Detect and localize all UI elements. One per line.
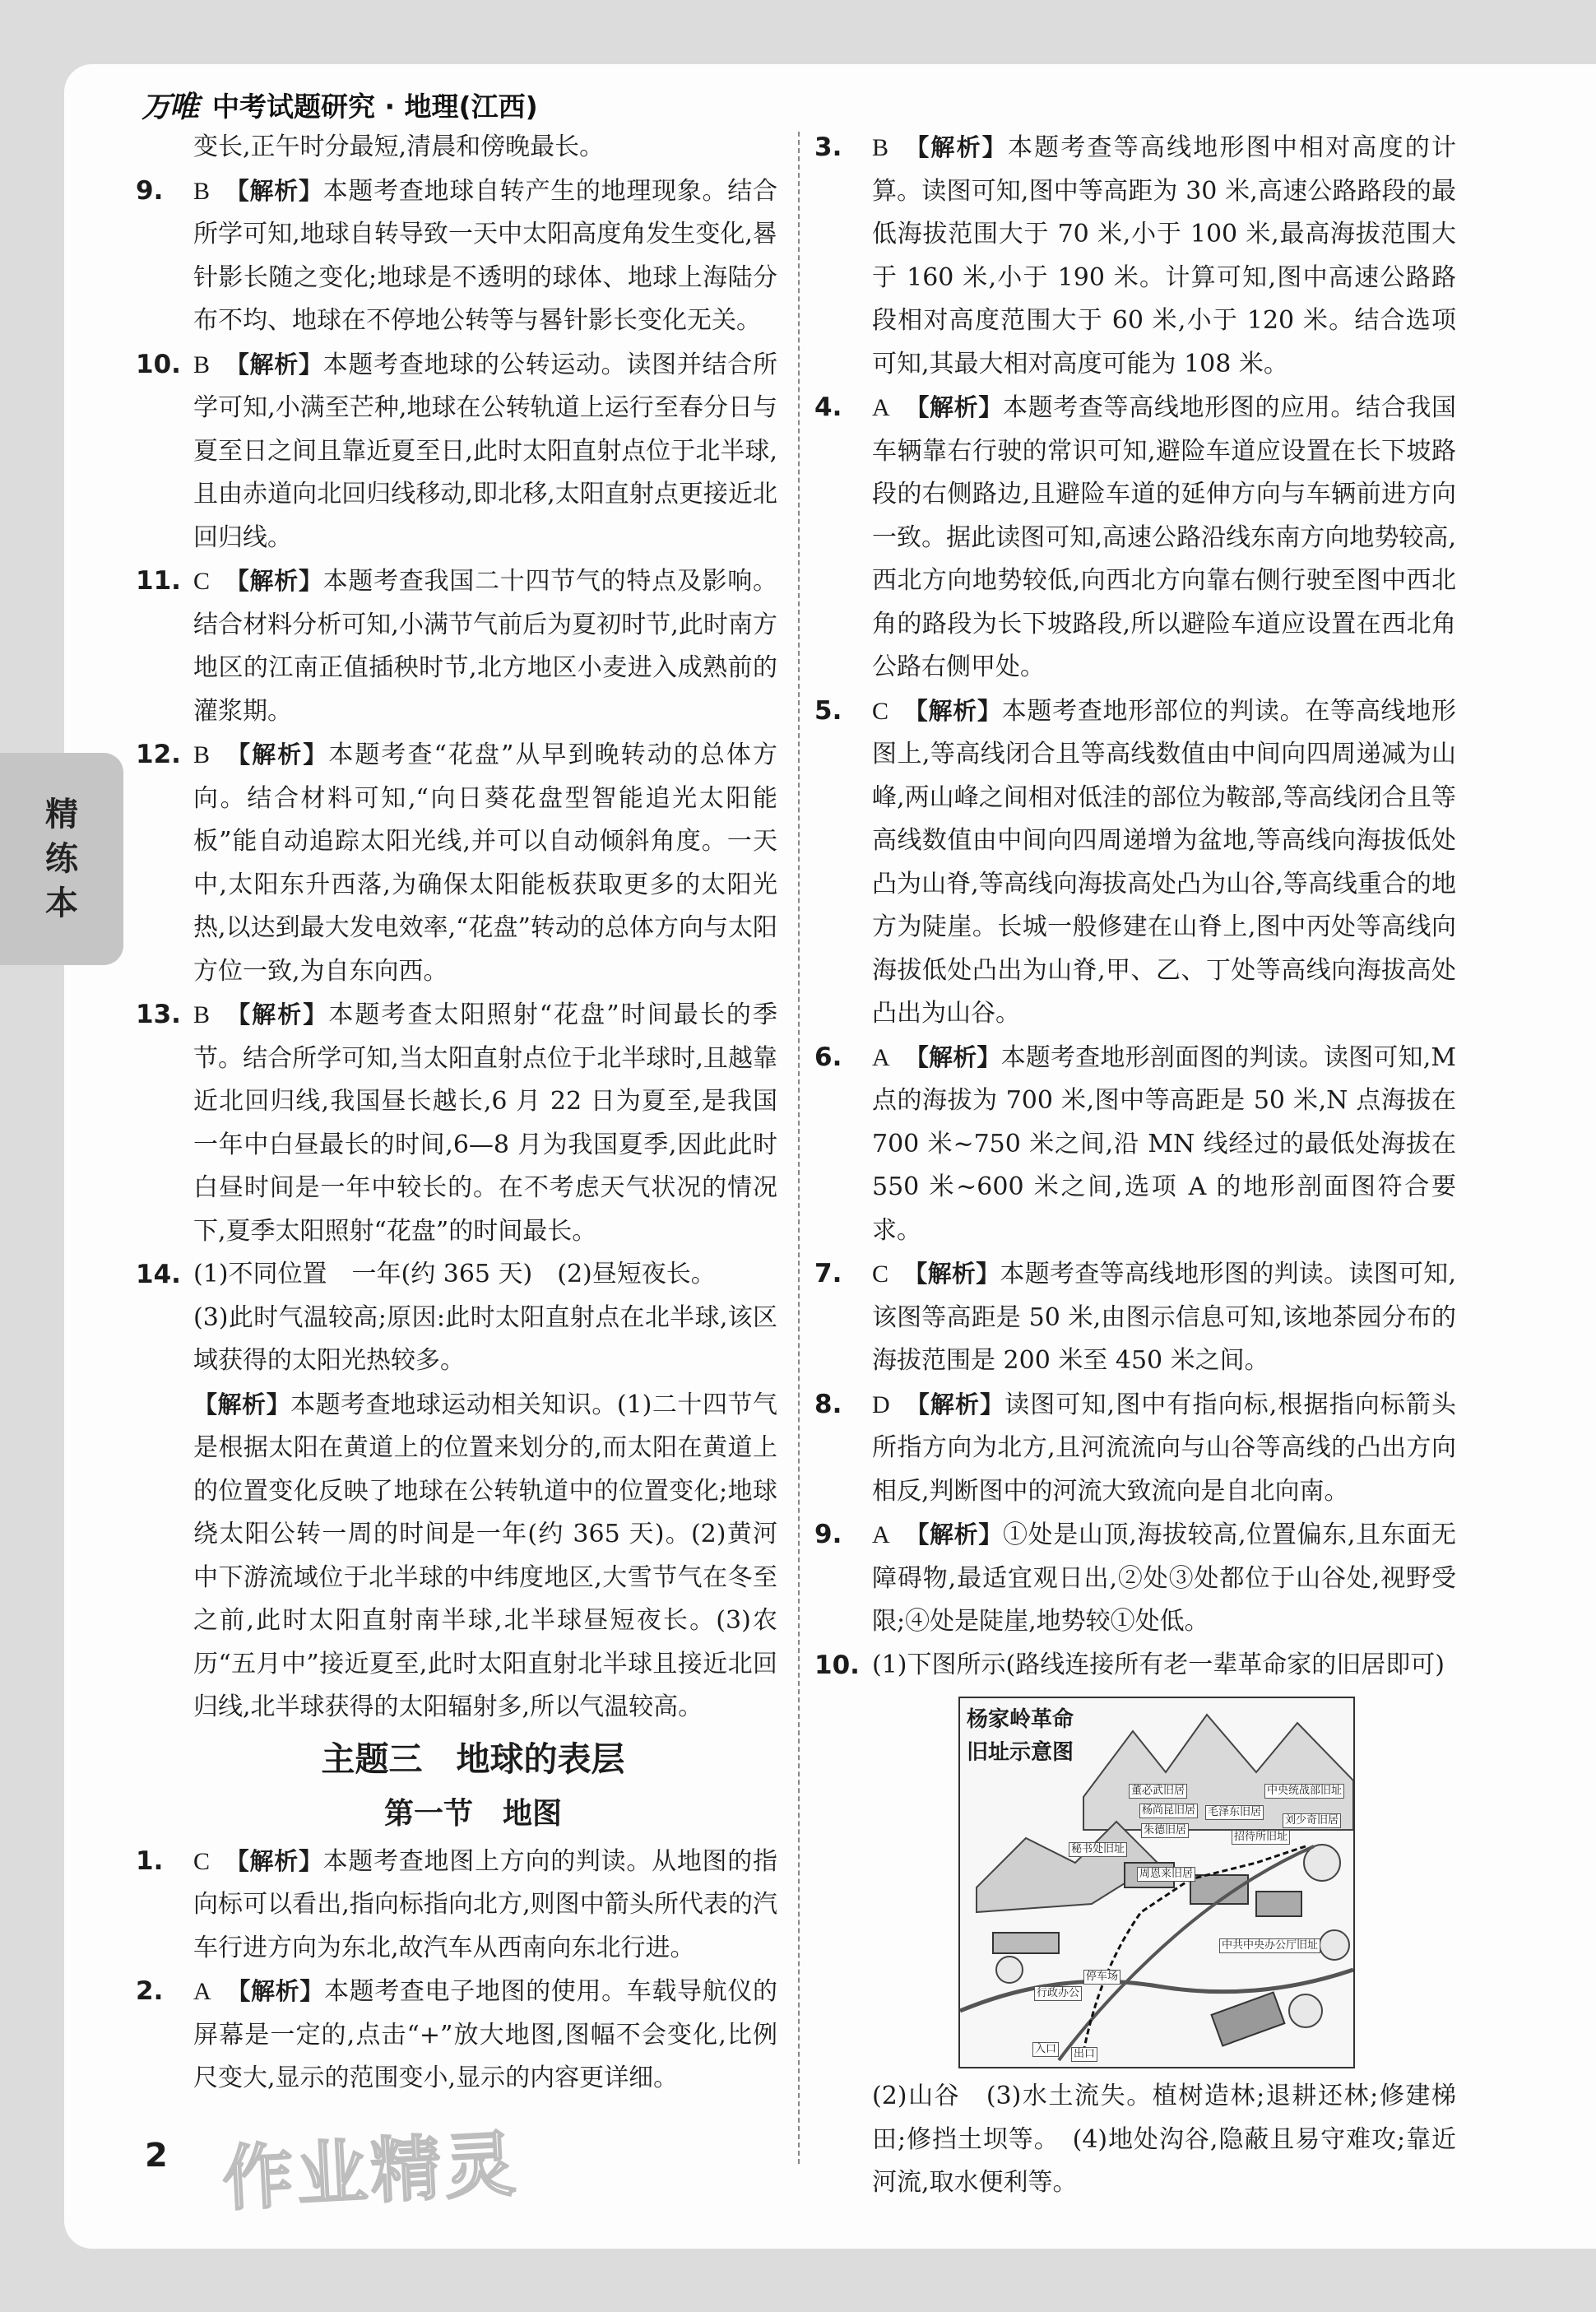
answer-line: (3)此时气温较高;原因:此时太阳直射点在北半球,该区域获得的太阳光热较多。 <box>193 1302 777 1375</box>
item-number: 4. <box>814 392 842 422</box>
analysis-tag: 【解析】 <box>903 1260 1000 1288</box>
analysis-text: 本题考查等高线地形图的判读。读图可知,该图等高距是 50 米,由图示信息可知,该地茶园分布的海拔范围是 200 米至 450 米之间。 <box>872 1260 1456 1375</box>
answer-choice: D <box>872 1390 890 1418</box>
item-number: 10. <box>136 349 181 379</box>
item-number: 13. <box>136 1000 181 1029</box>
map-label-dong: 董必武旧居 <box>1129 1784 1187 1799</box>
section-title: 主题三 地球的表层 <box>321 1739 625 1779</box>
answer-item-11 <box>136 559 777 733</box>
analysis-text: 本题考查电子地图的使用。车载导航仪的屏幕是一定的,点击“+”放大地图,图幅不会变化,比例尺变大,显示的范围变小,显示的内容更详细。 <box>193 1977 777 2092</box>
map-label-mishu: 秘书处旧址 <box>1069 1842 1127 1857</box>
map-label-xingzheng: 行政办公 <box>1034 1986 1082 2001</box>
map-label-liu: 刘少奇旧居 <box>1283 1813 1341 1828</box>
analysis-tag: 【解析】 <box>903 696 1002 725</box>
tree-icon <box>1320 1930 1349 1960</box>
analysis-tag: 【解析】 <box>903 133 1008 161</box>
answer-item-7 <box>814 1252 1456 1383</box>
item-number: 1. <box>136 1845 164 1876</box>
intro-text: 变长,正午时分最短,清晨和傍晚最长。 <box>193 132 605 161</box>
watermark-text: 作业精灵 <box>220 2123 521 2221</box>
item-number: 6. <box>814 1042 842 1072</box>
answer-10-continued: (2)山谷 (3)水土流失。植树造林;退耕还林;修建梯田;修挡土坝等。 (4)地处沟谷,隐蔽且易守难攻;靠近河流,取水便利等。 <box>872 2082 1456 2197</box>
map-title-line: 旧址示意图 <box>967 1740 1074 1765</box>
item-number: 7. <box>814 1259 842 1288</box>
item-number: 12. <box>136 740 181 769</box>
analysis-tag: 【解析】 <box>904 393 1003 421</box>
brand-logo: 万唯 <box>142 90 198 124</box>
answer-choice: C <box>872 1260 889 1288</box>
answer-choice: C <box>193 568 211 595</box>
item-number: 9. <box>136 175 164 206</box>
analysis-tag: 【解析】 <box>225 567 323 595</box>
analysis-text: 本题考查地球自转产生的地理现象。结合所学可知,地球自转导致一天中太阳高度角发生变化,晷针影长随之变化;地球是不透明的球体、地球上海陆分布不均、地球在不停地公转等与晷针影长变化无关。 <box>193 176 777 335</box>
side-tab-char: 练 <box>45 840 78 878</box>
analysis-paragraph <box>193 1383 777 1729</box>
analysis-text: 读图可知,图中有指向标,根据指向标箭头所指方向为北方,且河流流向与山谷等高线的凸出方向相反,判断图中的河流大致流向是自北向南。 <box>872 1390 1456 1506</box>
map-label-yang: 杨尚昆旧居 <box>1139 1804 1198 1818</box>
analysis-text: 本题考查太阳照射“花盘”时间最长的季节。结合所学可知,当太阳直射点位于北半球时,且越靠近北回归线,我国昼长越长,6 月 22 日为夏至,是我国一年中白昼最长的时间,6—8 月为我国夏季,因此此时白昼时间是一年中较长的。在不考虑天气状况的情况下,夏季太阳照射“花盘”的时间最长。 <box>193 1000 777 1246</box>
item-number: 9. <box>814 1520 842 1549</box>
answer-item-8 <box>814 1383 1456 1514</box>
analysis-tag: 【解析】 <box>904 1390 1005 1418</box>
analysis-tag: 【解析】 <box>225 176 323 205</box>
analysis-text: 本题考查地图上方向的判读。从地图的指向标可以看出,指向标指向北方,则图中箭头所代表的汽车行进方向为东北,故汽车从西南向东北行进。 <box>193 1846 777 1962</box>
answer-choice: C <box>193 1847 211 1875</box>
answer-line: (1)下图所示(路线连接所有老一辈革命家的旧居即可) <box>872 1650 1445 1679</box>
answer-item-1 <box>136 1840 777 1971</box>
answer-item-3 <box>814 126 1456 386</box>
side-tab-char: 精 <box>45 796 78 833</box>
column-divider <box>798 132 800 2164</box>
building-shape <box>993 1933 1059 1953</box>
series-title: 中考试题研究 · 地理(江西) <box>212 90 538 123</box>
item-number: 14. <box>136 1260 181 1289</box>
building-shape <box>1212 1993 1285 2046</box>
answer-line: (1)不同位置 一年(约 365 天) (2)昼短夜长。 <box>193 1260 716 1288</box>
page-number: 2 <box>145 2137 168 2175</box>
answer-item-13 <box>136 993 777 1253</box>
item-number: 3. <box>814 132 842 162</box>
item-number: 2. <box>136 1976 164 2006</box>
answer-choice: A <box>872 394 890 421</box>
map-label-tingche: 停车场 <box>1083 1970 1120 1985</box>
side-tab-jinglianben <box>0 753 123 965</box>
answer-item-10b <box>814 1644 1456 1688</box>
map-label-rukou: 入口 <box>1032 2042 1059 2057</box>
item-number: 8. <box>814 1389 842 1419</box>
analysis-text: 本题考查地形剖面图的判读。读图可知,M 点的海拔为 700 米,图中等高距是 50 米,N 点海拔在 700 米~750 米之间,沿 MN 线经过的最低处海拔在 550 米~600 米之间,选项 A 的地形剖面图符合要求。 <box>872 1042 1456 1245</box>
answer-item-5 <box>814 689 1456 1036</box>
map-label-mao: 毛泽东旧居 <box>1205 1805 1264 1820</box>
item-number: 10. <box>814 1650 860 1680</box>
answer-choice: B <box>193 1001 211 1028</box>
map-label-zhu: 朱德旧居 <box>1141 1823 1189 1838</box>
answer-item-9b <box>814 1513 1456 1644</box>
answer-choice: C <box>872 697 889 725</box>
answer-item-2 <box>136 1970 777 2101</box>
analysis-tag: 【解析】 <box>225 1846 323 1875</box>
item-number: 11. <box>136 566 181 596</box>
analysis-tag: 【解析】 <box>193 1390 291 1418</box>
map-label-zhaodai: 招待所旧址 <box>1232 1830 1290 1845</box>
answer-item-4 <box>814 386 1456 689</box>
analysis-tag: 【解析】 <box>904 1520 1003 1548</box>
analysis-text: 本题考查等高线地形图中相对高度的计算。读图可知,图中等高距为 30 米,高速公路路段的最低海拔范围大于 70 米,小于 100 米,最高海拔范围大于 160 米,小于 190 米。计算可知,图中高速公路路段相对高度范围大于 60 米,小于 120 米。结合选项可知,其最大相对高度可能为 108 米。 <box>872 133 1456 378</box>
answer-choice: A <box>872 1521 890 1548</box>
analysis-text: 本题考查地球运动相关知识。(1)二十四节气是根据太阳在黄道上的位置来划分的,而太阳在黄道上的位置变化反映了地球在公转轨道中的位置变化;地球绕太阳公转一周的时间是一年(约 365 天)。(2)黄河中下游流域位于北半球的中纬度地区,大雪节气在冬至之前,此时太阳直射南半球,北半球昼短夜长。(3)农历“五月中”接近夏至,此时太阳直射北半球且接近北回归线,北半球获得的太阳辐射多,所以气温较高。 <box>193 1390 777 1721</box>
map-label-chukou: 出口 <box>1071 2047 1097 2062</box>
analysis-text: 本题考查“花盘”从早到晚转动的总体方向。结合材料可知,“向日葵花盘型智能追光太阳能板”能自动追踪太阳光线,并可以自动倾斜角度。一天中,太阳东升西落,为确保太阳能板获取更多的太阳光热,以达到最大发电效率,“花盘”转动的总体方向与太阳方位一致,为自东向西。 <box>193 740 777 986</box>
analysis-text: 本题考查等高线地形图的应用。结合我国车辆靠右行驶的常识可知,避险车道应设置在长下坡路段的右侧路边,且避险车道的延伸方向与车辆前进方向一致。据此读图可知,高速公路沿线东南方向地势较高,西北方向地势较低,向西北方向靠右侧行驶至图中西北角的路段为长下坡路段,所以避险车道应设置在西北角公路右侧甲处。 <box>872 393 1456 681</box>
analysis-text: 本题考查地形部位的判读。在等高线地形图上,等高线闭合且等高线数值由中间向四周递减为山峰,两山峰之间相对低洼的部位为鞍部,等高线闭合且等高线数值由中间向四周递增为盆地,等高线向海拔低处凸为山脊,等高线向海拔高处凸为山谷,等高线重合的地方为陡崖。长城一般修建在山脊上,图中丙处等高线向海拔低处凸出为山脊,甲、乙、丁处等高线向海拔高处凸出为山谷。 <box>872 696 1456 1028</box>
map-label-bangong: 中共中央办公厅旧址 <box>1219 1938 1320 1953</box>
answer-item-6 <box>814 1036 1456 1253</box>
side-tab-char: 本 <box>45 884 78 922</box>
analysis-tag: 【解析】 <box>225 1977 324 2005</box>
answer-choice: A <box>872 1043 890 1071</box>
analysis-text: 本题考查地球的公转运动。读图并结合所学可知,小满至芒种,地球在公转轨道上运行至春分日与夏至日之间且靠近夏至日,此时太阳直射点位于北半球,且由赤道向北回归线移动,即北移,太阳直射点更接近北回归线。 <box>193 350 777 552</box>
yangjialing-map-figure <box>958 1697 1355 2068</box>
answer-item-9 <box>136 169 777 343</box>
analysis-tag: 【解析】 <box>225 740 329 768</box>
analysis-text: 本题考查我国二十四节气的特点及影响。结合材料分析可知,小满节气前后为夏初时节,此时南方地区的江南正值插秧时节,北方地区小麦进入成熟前的灌浆期。 <box>193 567 777 726</box>
answer-item-14 <box>136 1253 777 1729</box>
map-label-zhongyang: 中央统战部旧址 <box>1264 1784 1344 1799</box>
tree-icon <box>1289 1994 1322 2027</box>
answer-item-10 <box>136 343 777 560</box>
answer-choice: A <box>193 1978 211 2005</box>
answer-choice: B <box>193 741 211 768</box>
map-title-line: 杨家岭革命 <box>967 1707 1074 1732</box>
answer-choice: B <box>872 134 889 161</box>
map-title <box>967 1703 1074 1769</box>
left-column <box>136 126 777 2101</box>
analysis-tag: 【解析】 <box>904 1042 1001 1071</box>
tree-icon <box>996 1957 1023 1983</box>
analysis-text: ①处是山顶,海拔较高,位置偏东,且东面无障碍物,最适宜观日出,②处③处都位于山谷处,视野受限;④处是陡崖,地势较①处低。 <box>872 1520 1456 1636</box>
answer-item-12 <box>136 733 777 993</box>
subsection-title: 第一节 地图 <box>383 1796 562 1831</box>
answer-choice: B <box>193 177 211 205</box>
item-number: 5. <box>814 695 842 726</box>
building-shape <box>1256 1892 1301 1916</box>
map-label-zhou: 周恩来旧居 <box>1137 1867 1195 1882</box>
analysis-tag: 【解析】 <box>225 1000 329 1028</box>
answer-choice: B <box>193 351 211 378</box>
right-column <box>814 126 1456 2205</box>
analysis-tag: 【解析】 <box>225 350 323 378</box>
page-header <box>142 84 538 125</box>
